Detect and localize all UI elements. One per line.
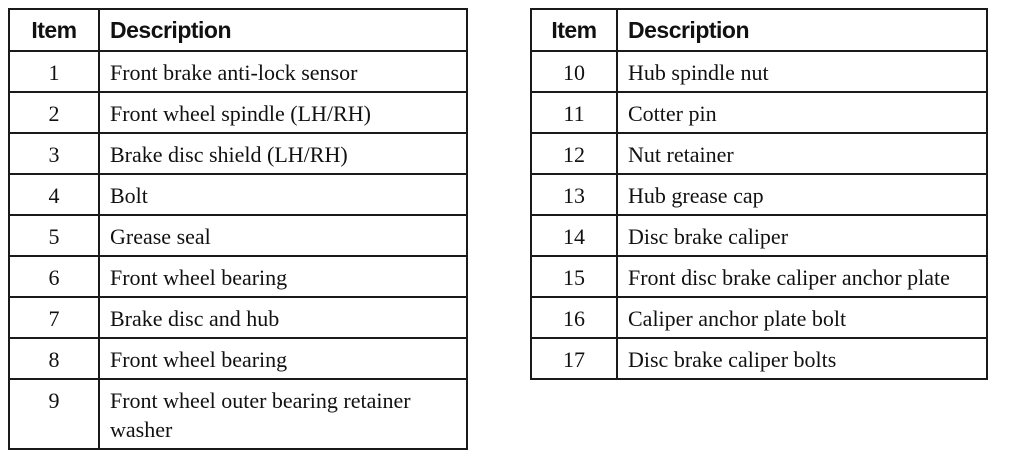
item-number: 10 bbox=[531, 51, 617, 92]
table-header-row bbox=[531, 9, 987, 51]
item-number: 13 bbox=[531, 174, 617, 215]
item-description: Front wheel bearing bbox=[99, 338, 467, 379]
table-row bbox=[531, 51, 987, 92]
item-description: Grease seal bbox=[99, 215, 467, 256]
parts-table-left bbox=[8, 8, 468, 450]
table-row bbox=[531, 256, 987, 297]
item-description: Bolt bbox=[99, 174, 467, 215]
item-description: Front wheel spindle (LH/RH) bbox=[99, 92, 467, 133]
table-row bbox=[9, 51, 467, 92]
item-number: 11 bbox=[531, 92, 617, 133]
item-description: Front brake anti-lock sensor bbox=[99, 51, 467, 92]
table-row bbox=[531, 297, 987, 338]
column-header-description: Description bbox=[617, 9, 987, 51]
table-row bbox=[531, 92, 987, 133]
table-row bbox=[9, 256, 467, 297]
item-number: 5 bbox=[9, 215, 99, 256]
item-description: Disc brake caliper bbox=[617, 215, 987, 256]
item-number: 4 bbox=[9, 174, 99, 215]
table-row bbox=[9, 92, 467, 133]
item-number: 7 bbox=[9, 297, 99, 338]
item-description: Nut retainer bbox=[617, 133, 987, 174]
table-row bbox=[9, 215, 467, 256]
table-row bbox=[9, 133, 467, 174]
item-description: Disc brake caliper bolts bbox=[617, 338, 987, 379]
table-header-row bbox=[9, 9, 467, 51]
item-number: 1 bbox=[9, 51, 99, 92]
item-description: Hub spindle nut bbox=[617, 51, 987, 92]
table-row bbox=[531, 338, 987, 379]
item-number: 6 bbox=[9, 256, 99, 297]
item-description: Brake disc shield (LH/RH) bbox=[99, 133, 467, 174]
item-number: 3 bbox=[9, 133, 99, 174]
column-header-item: Item bbox=[9, 9, 99, 51]
item-description: Front wheel bearing bbox=[99, 256, 467, 297]
item-description: Front wheel outer bearing retainer washer bbox=[99, 379, 467, 449]
item-number: 12 bbox=[531, 133, 617, 174]
item-number: 15 bbox=[531, 256, 617, 297]
table-row bbox=[9, 297, 467, 338]
table-row bbox=[531, 215, 987, 256]
column-header-description: Description bbox=[99, 9, 467, 51]
column-header-item: Item bbox=[531, 9, 617, 51]
item-number: 8 bbox=[9, 338, 99, 379]
item-number: 2 bbox=[9, 92, 99, 133]
item-description: Caliper anchor plate bolt bbox=[617, 297, 987, 338]
parts-table-right bbox=[530, 8, 988, 380]
table-row bbox=[531, 133, 987, 174]
item-number: 14 bbox=[531, 215, 617, 256]
item-description: Front disc brake caliper anchor plate bbox=[617, 256, 987, 297]
item-description: Brake disc and hub bbox=[99, 297, 467, 338]
item-number: 9 bbox=[9, 379, 99, 449]
table-row bbox=[9, 174, 467, 215]
item-number: 17 bbox=[531, 338, 617, 379]
table-row bbox=[531, 174, 987, 215]
item-description: Cotter pin bbox=[617, 92, 987, 133]
table-row bbox=[9, 338, 467, 379]
item-description: Hub grease cap bbox=[617, 174, 987, 215]
table-row bbox=[9, 379, 467, 449]
item-number: 16 bbox=[531, 297, 617, 338]
